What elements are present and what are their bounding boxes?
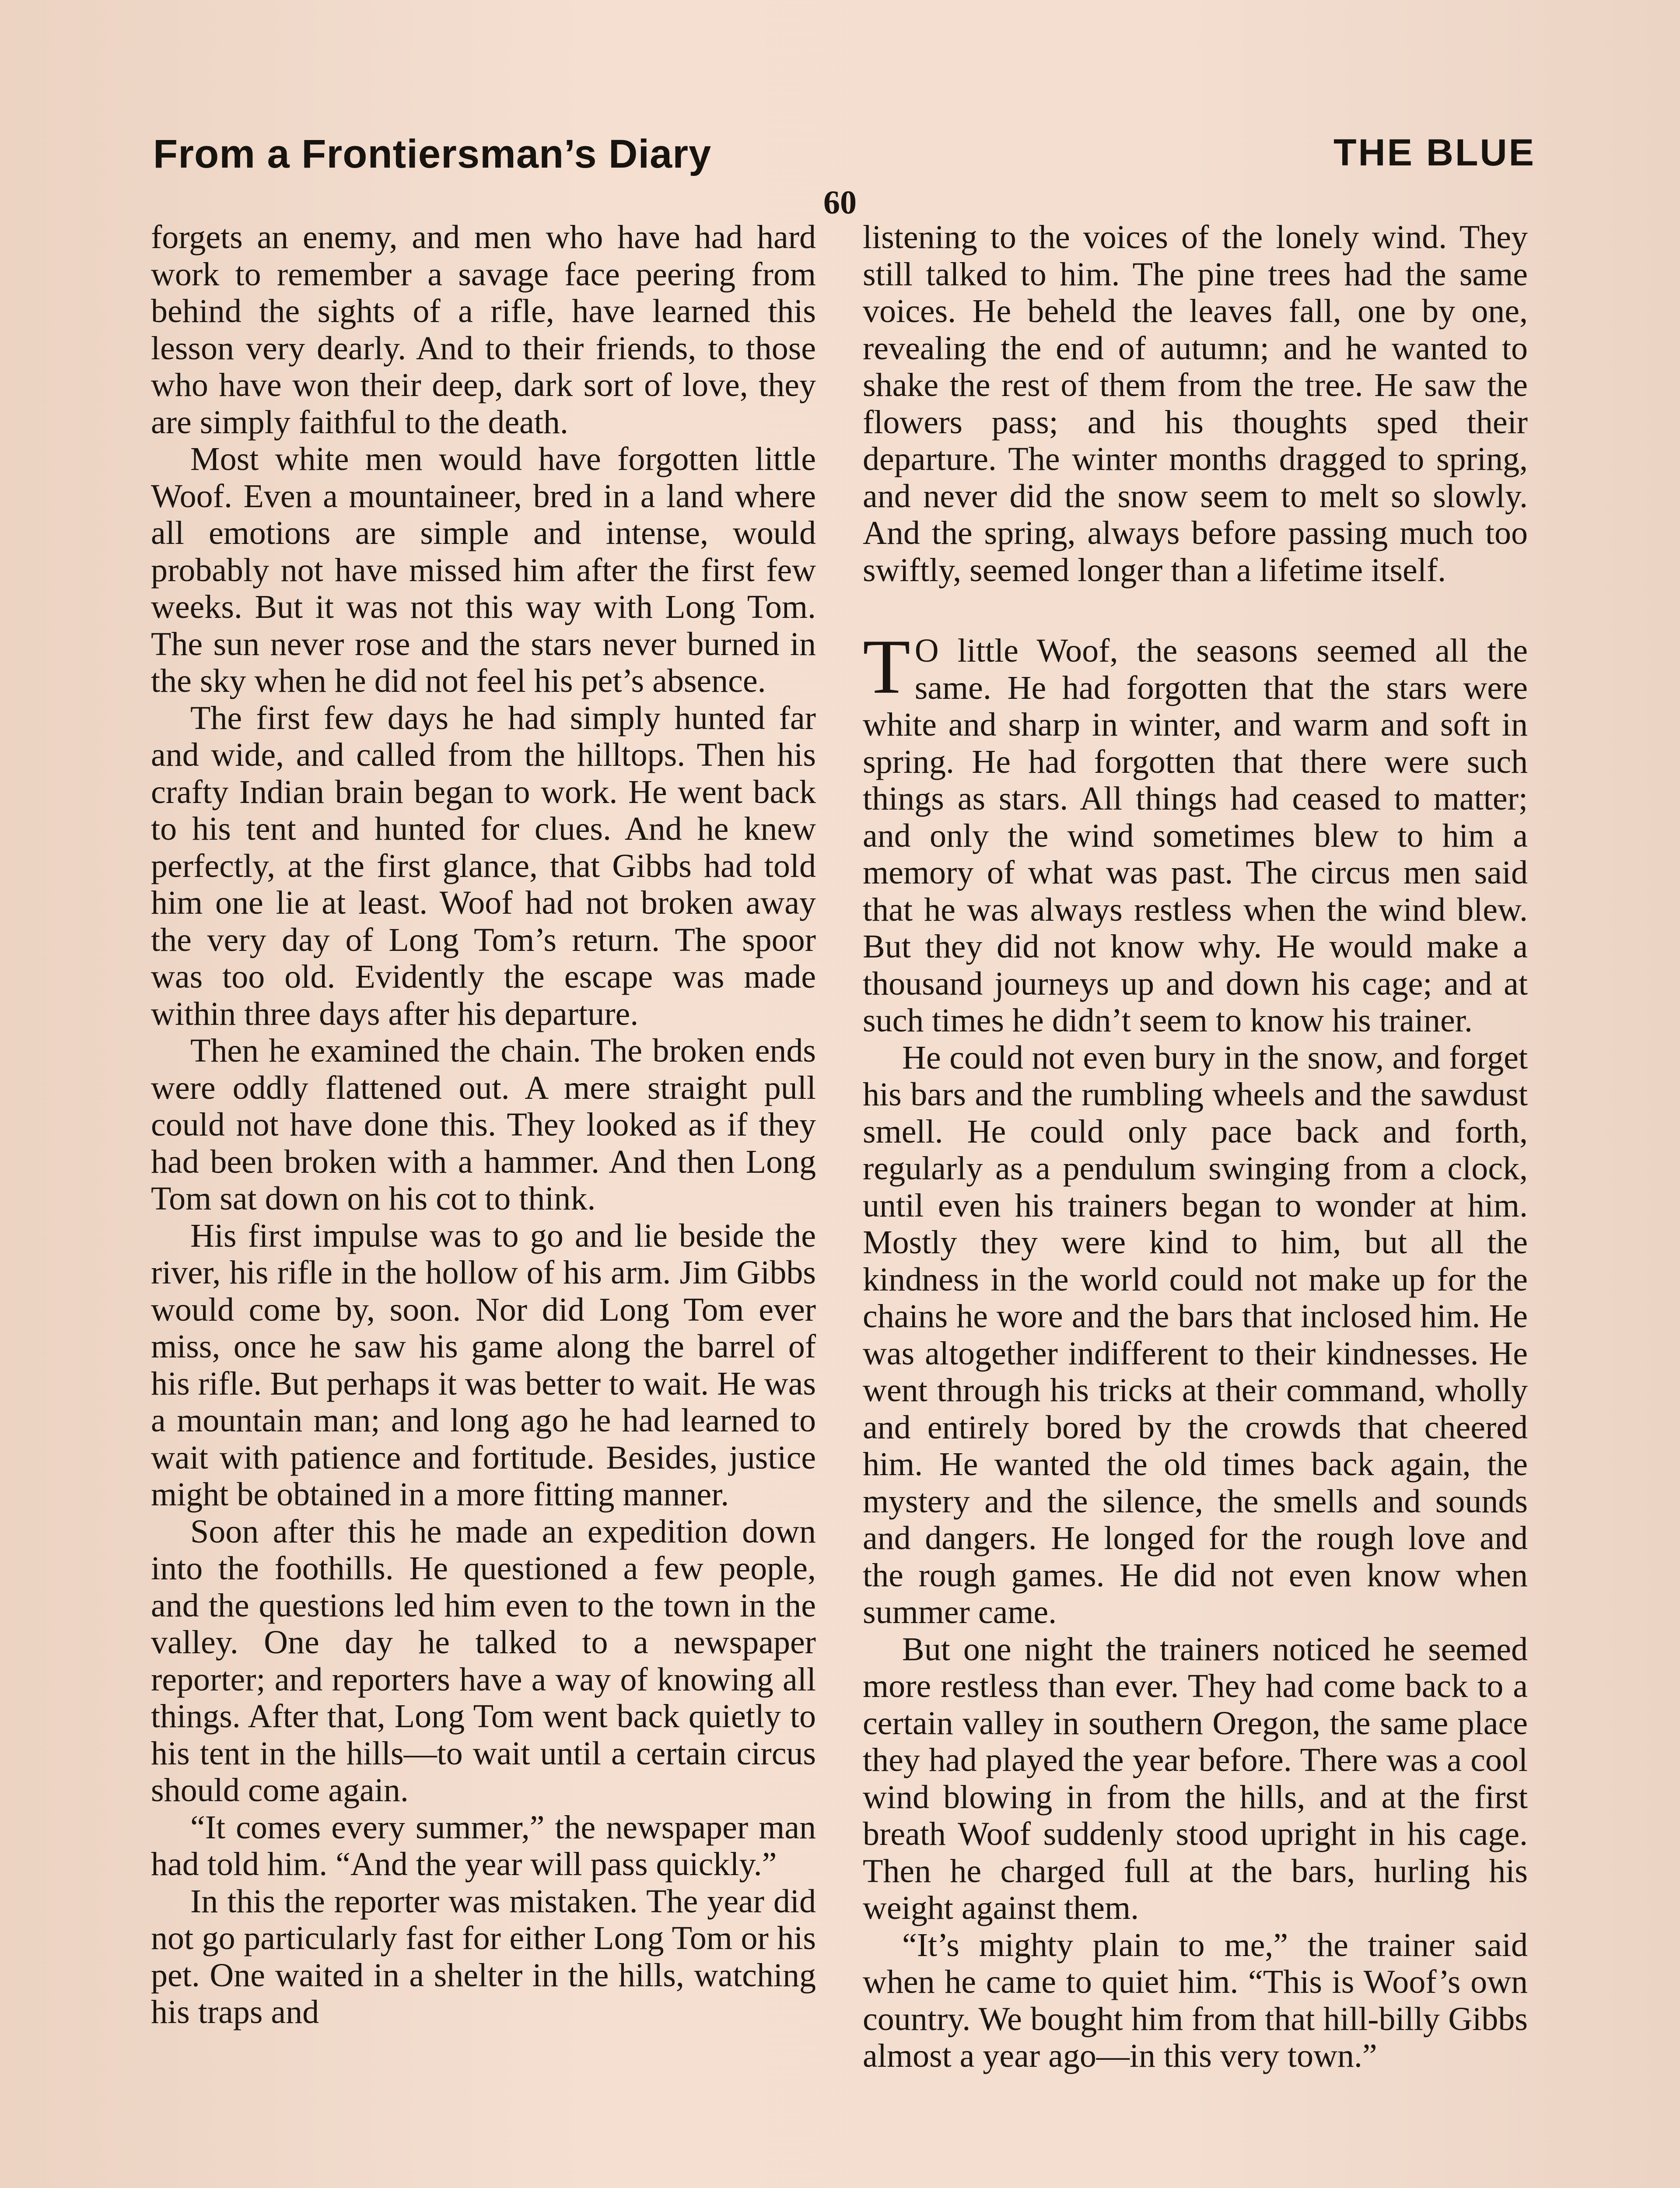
paragraph: listening to the voices of the lonely wind. They still talked to him. The pine trees had the same voices. He beheld the leaves fall, one by one, revealing the end of autumn; and he wanted to shake the rest of them from the tree. He saw the flowers pass; and his thoughts sped their departure. The winter months dragged to spring, and never did the snow seem to melt so slowly. And the spring, always before passing much too swiftly, seemed longer than a lifetime itself. bbox=[863, 219, 1528, 589]
running-title: From a Frontiersman’s Diary bbox=[153, 132, 712, 176]
paragraph: The first few days he had simply hunted far and wide, and called from the hilltops. Then his crafty Indian brain began to work. He went back to his tent and hunted for clues. And he knew perfectly, at the first glance, that Gibbs had told him one lie at least. Woof had not broken away the very day of Long Tom’s return. The spoor was too old. Evidently the escape was made within three days after his departure. bbox=[151, 699, 816, 1032]
drop-cap: T bbox=[863, 623, 910, 710]
magazine-name: THE BLUE bbox=[1334, 132, 1536, 174]
left-column bbox=[151, 219, 816, 2031]
paragraph: Most white men would have forgotten little Woof. Even a mountaineer, bred in a land where all emotions are simple and intense, would probably not have missed him after the first few weeks. But it was not this way with Long Tom. The sun never rose and the stars never burned in the sky when he did not feel his pet’s absence. bbox=[151, 441, 816, 699]
paragraph: Then he examined the chain. The broken ends were oddly flattened out. A mere straight pull could not have done this. They looked as if they had been broken with a hammer. And then Long Tom sat down on his cot to think. bbox=[151, 1032, 816, 1217]
paragraph: forgets an enemy, and men who have had hard work to remember a savage face peering from behind the sights of a rifle, have learned this lesson very dearly. And to their friends, to those who have won their deep, dark sort of love, they are simply faithful to the death. bbox=[151, 219, 816, 441]
section-break bbox=[863, 589, 1528, 632]
right-column bbox=[863, 219, 1528, 2075]
dropcap-paragraph bbox=[863, 623, 1528, 1039]
paragraph: Soon after this he made an expedition down into the foothills. He questioned a few people, and the questions led him even to the town in the valley. One day he talked to a newspaper reporter; and reporters have a way of knowing all things. After that, Long Tom went back quietly to his tent in the hills—to wait until a certain circus should come again. bbox=[151, 1513, 816, 1809]
dropcap-paragraph-text: O little Woof, the seasons seemed all the same. He had forgotten that the stars were white and sharp in winter, and warm and soft in spring. He had forgotten that there were such things as stars. All things had ceased to matter; and only the wind sometimes blew to him a memory of what was past. The circus men said that he was always restless when the wind blew. But they did not know why. He would make a thousand journeys up and down his cage; and at such times he didn’t seem to know his trainer. bbox=[863, 632, 1528, 1039]
page-number: 60 bbox=[823, 184, 857, 221]
paragraph: In this the reporter was mistaken. The year did not go particularly fast for either Long Tom or his pet. One waited in a shelter in the hills, watching his traps and bbox=[151, 1883, 816, 2030]
page-header bbox=[153, 131, 1536, 188]
paragraph: “It’s mighty plain to me,” the trainer said when he came to quiet him. “This is Woof’s own country. We bought him from that hill-billy Gibbs almost a year ago—in this very town.” bbox=[863, 1926, 1528, 2074]
paragraph: He could not even bury in the snow, and forget his bars and the rumbling wheels and the sawdust smell. He could only pace back and forth, regularly as a pendulum swinging from a clock, until even his trainers began to wonder at him. Mostly they were kind to him, but all the kindness in the world could not make up for the chains he wore and the bars that inclosed him. He was altogether indifferent to their kindnesses. He went through his tricks at their command, wholly and entirely bored by the crowds that cheered him. He wanted the old times back again, the mystery and the silence, the smells and sounds and dangers. He longed for the rough love and the rough games. He did not even know when summer came. bbox=[863, 1039, 1528, 1630]
paragraph: “It comes every summer,” the newspaper man had told him. “And the year will pass quickly.” bbox=[151, 1809, 816, 1883]
paragraph: But one night the trainers noticed he seemed more restless than ever. They had come back to a certain valley in southern Oregon, the same place they had played the year before. There was a cool wind blowing in from the hills, and at the first breath Woof suddenly stood upright in his cage. Then he charged full at the bars, hurling his weight against them. bbox=[863, 1630, 1528, 1926]
paragraph: His first impulse was to go and lie beside the river, his rifle in the hollow of his arm. Jim Gibbs would come by, soon. Nor did Long Tom ever miss, once he saw his game along the barrel of his rifle. But perhaps it was better to wait. He was a mountain man; and long ago he had learned to wait with patience and fortitude. Besides, justice might be obtained in a more fitting manner. bbox=[151, 1217, 816, 1513]
